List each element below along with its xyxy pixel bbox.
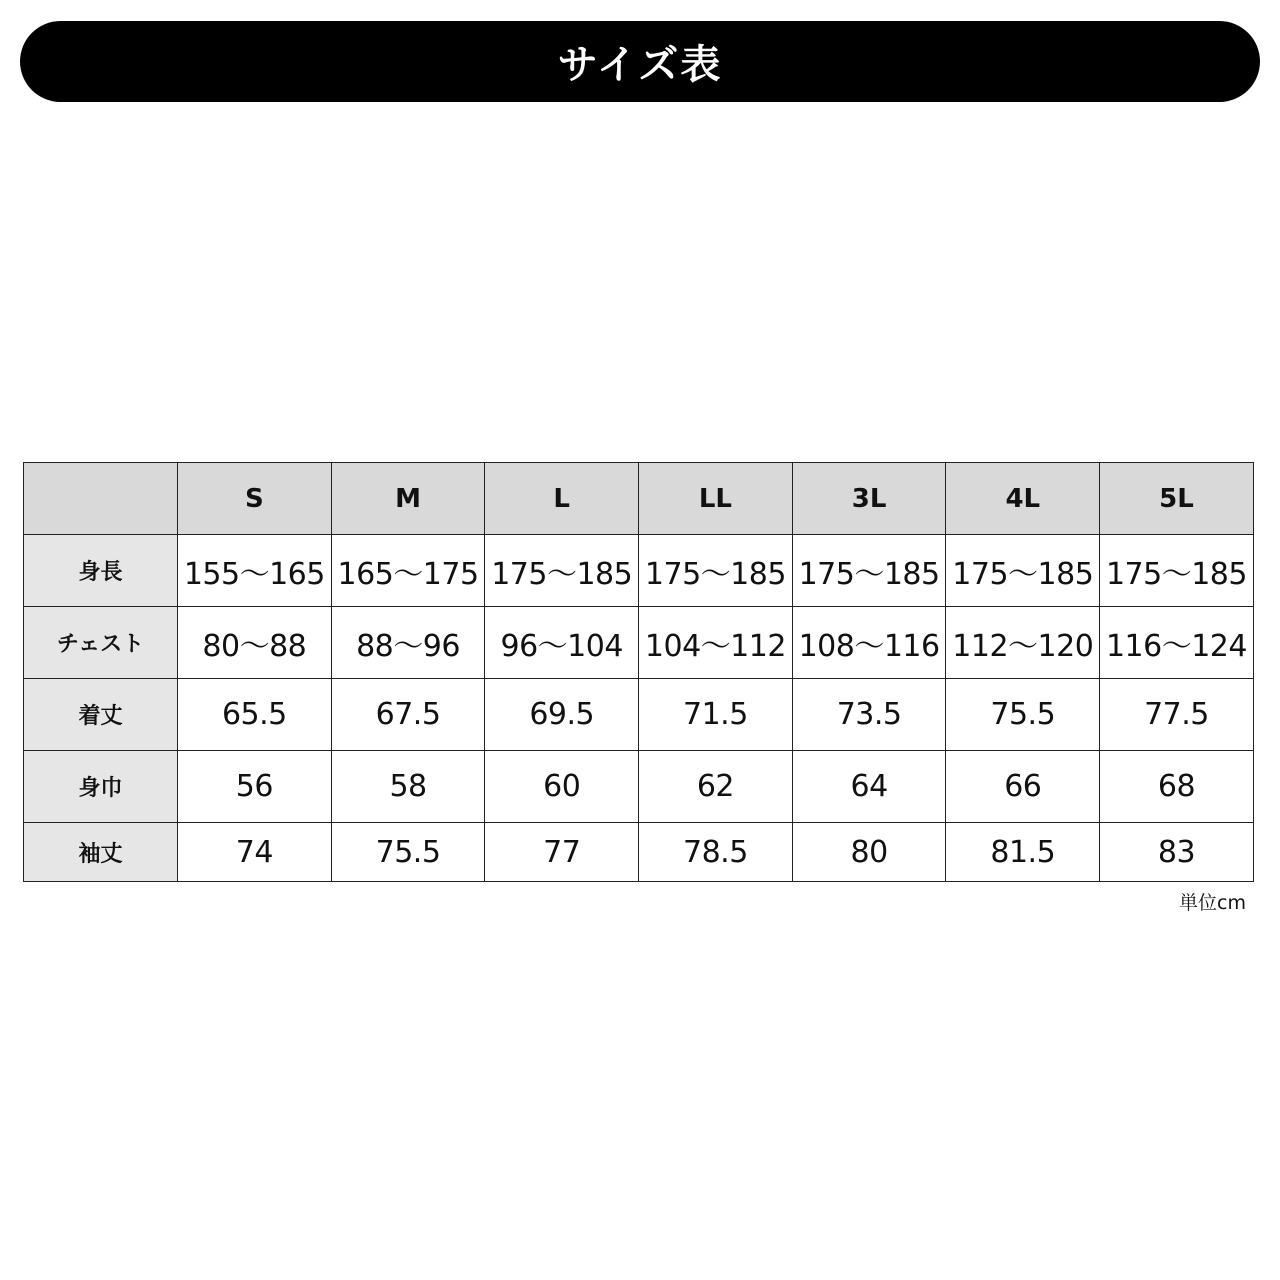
table-cell: 88〜96 [331, 607, 485, 679]
size-table [23, 462, 1254, 882]
row-label: 身長 [24, 535, 178, 607]
table-cell: 73.5 [792, 679, 946, 751]
table-cell: 175〜185 [1100, 535, 1254, 607]
table-cell: 175〜185 [639, 535, 793, 607]
size-header-m: M [331, 463, 485, 535]
size-header-ll: LL [639, 463, 793, 535]
table-cell: 175〜185 [485, 535, 639, 607]
table-cell: 66 [946, 751, 1100, 823]
table-row-sleeve [24, 823, 1254, 882]
table-cell: 60 [485, 751, 639, 823]
size-header-4l: 4L [946, 463, 1100, 535]
table-cell: 80 [792, 823, 946, 882]
unit-note: 単位cm [1179, 892, 1246, 914]
row-label: 袖丈 [24, 823, 178, 882]
table-cell: 75.5 [946, 679, 1100, 751]
table-cell: 112〜120 [946, 607, 1100, 679]
table-cell: 175〜185 [946, 535, 1100, 607]
table-cell: 96〜104 [485, 607, 639, 679]
table-cell: 165〜175 [331, 535, 485, 607]
table-cell: 68 [1100, 751, 1254, 823]
table-cell: 65.5 [178, 679, 332, 751]
page-title: サイズ表 [557, 42, 723, 88]
size-header-row [24, 463, 1254, 535]
table-cell: 69.5 [485, 679, 639, 751]
table-cell: 75.5 [331, 823, 485, 882]
table-cell: 83 [1100, 823, 1254, 882]
size-header-s: S [178, 463, 332, 535]
table-cell: 77 [485, 823, 639, 882]
table-cell: 62 [639, 751, 793, 823]
table-cell: 155〜165 [178, 535, 332, 607]
size-header-3l: 3L [792, 463, 946, 535]
table-cell: 80〜88 [178, 607, 332, 679]
size-header-l: L [485, 463, 639, 535]
table-cell: 58 [331, 751, 485, 823]
table-cell: 104〜112 [639, 607, 793, 679]
table-cell: 108〜116 [792, 607, 946, 679]
table-cell: 175〜185 [792, 535, 946, 607]
table-cell: 81.5 [946, 823, 1100, 882]
table-row-body-width [24, 751, 1254, 823]
table-row-height [24, 535, 1254, 607]
table-cell: 64 [792, 751, 946, 823]
row-label: チェスト [24, 607, 178, 679]
title-bar [20, 21, 1260, 102]
size-header-5l: 5L [1100, 463, 1254, 535]
table-cell: 56 [178, 751, 332, 823]
corner-cell [24, 463, 178, 535]
table-cell: 78.5 [639, 823, 793, 882]
table-row-length [24, 679, 1254, 751]
table-row-chest [24, 607, 1254, 679]
table-cell: 116〜124 [1100, 607, 1254, 679]
row-label: 身巾 [24, 751, 178, 823]
table-cell: 67.5 [331, 679, 485, 751]
table-cell: 71.5 [639, 679, 793, 751]
row-label: 着丈 [24, 679, 178, 751]
table-cell: 77.5 [1100, 679, 1254, 751]
table-cell: 74 [178, 823, 332, 882]
